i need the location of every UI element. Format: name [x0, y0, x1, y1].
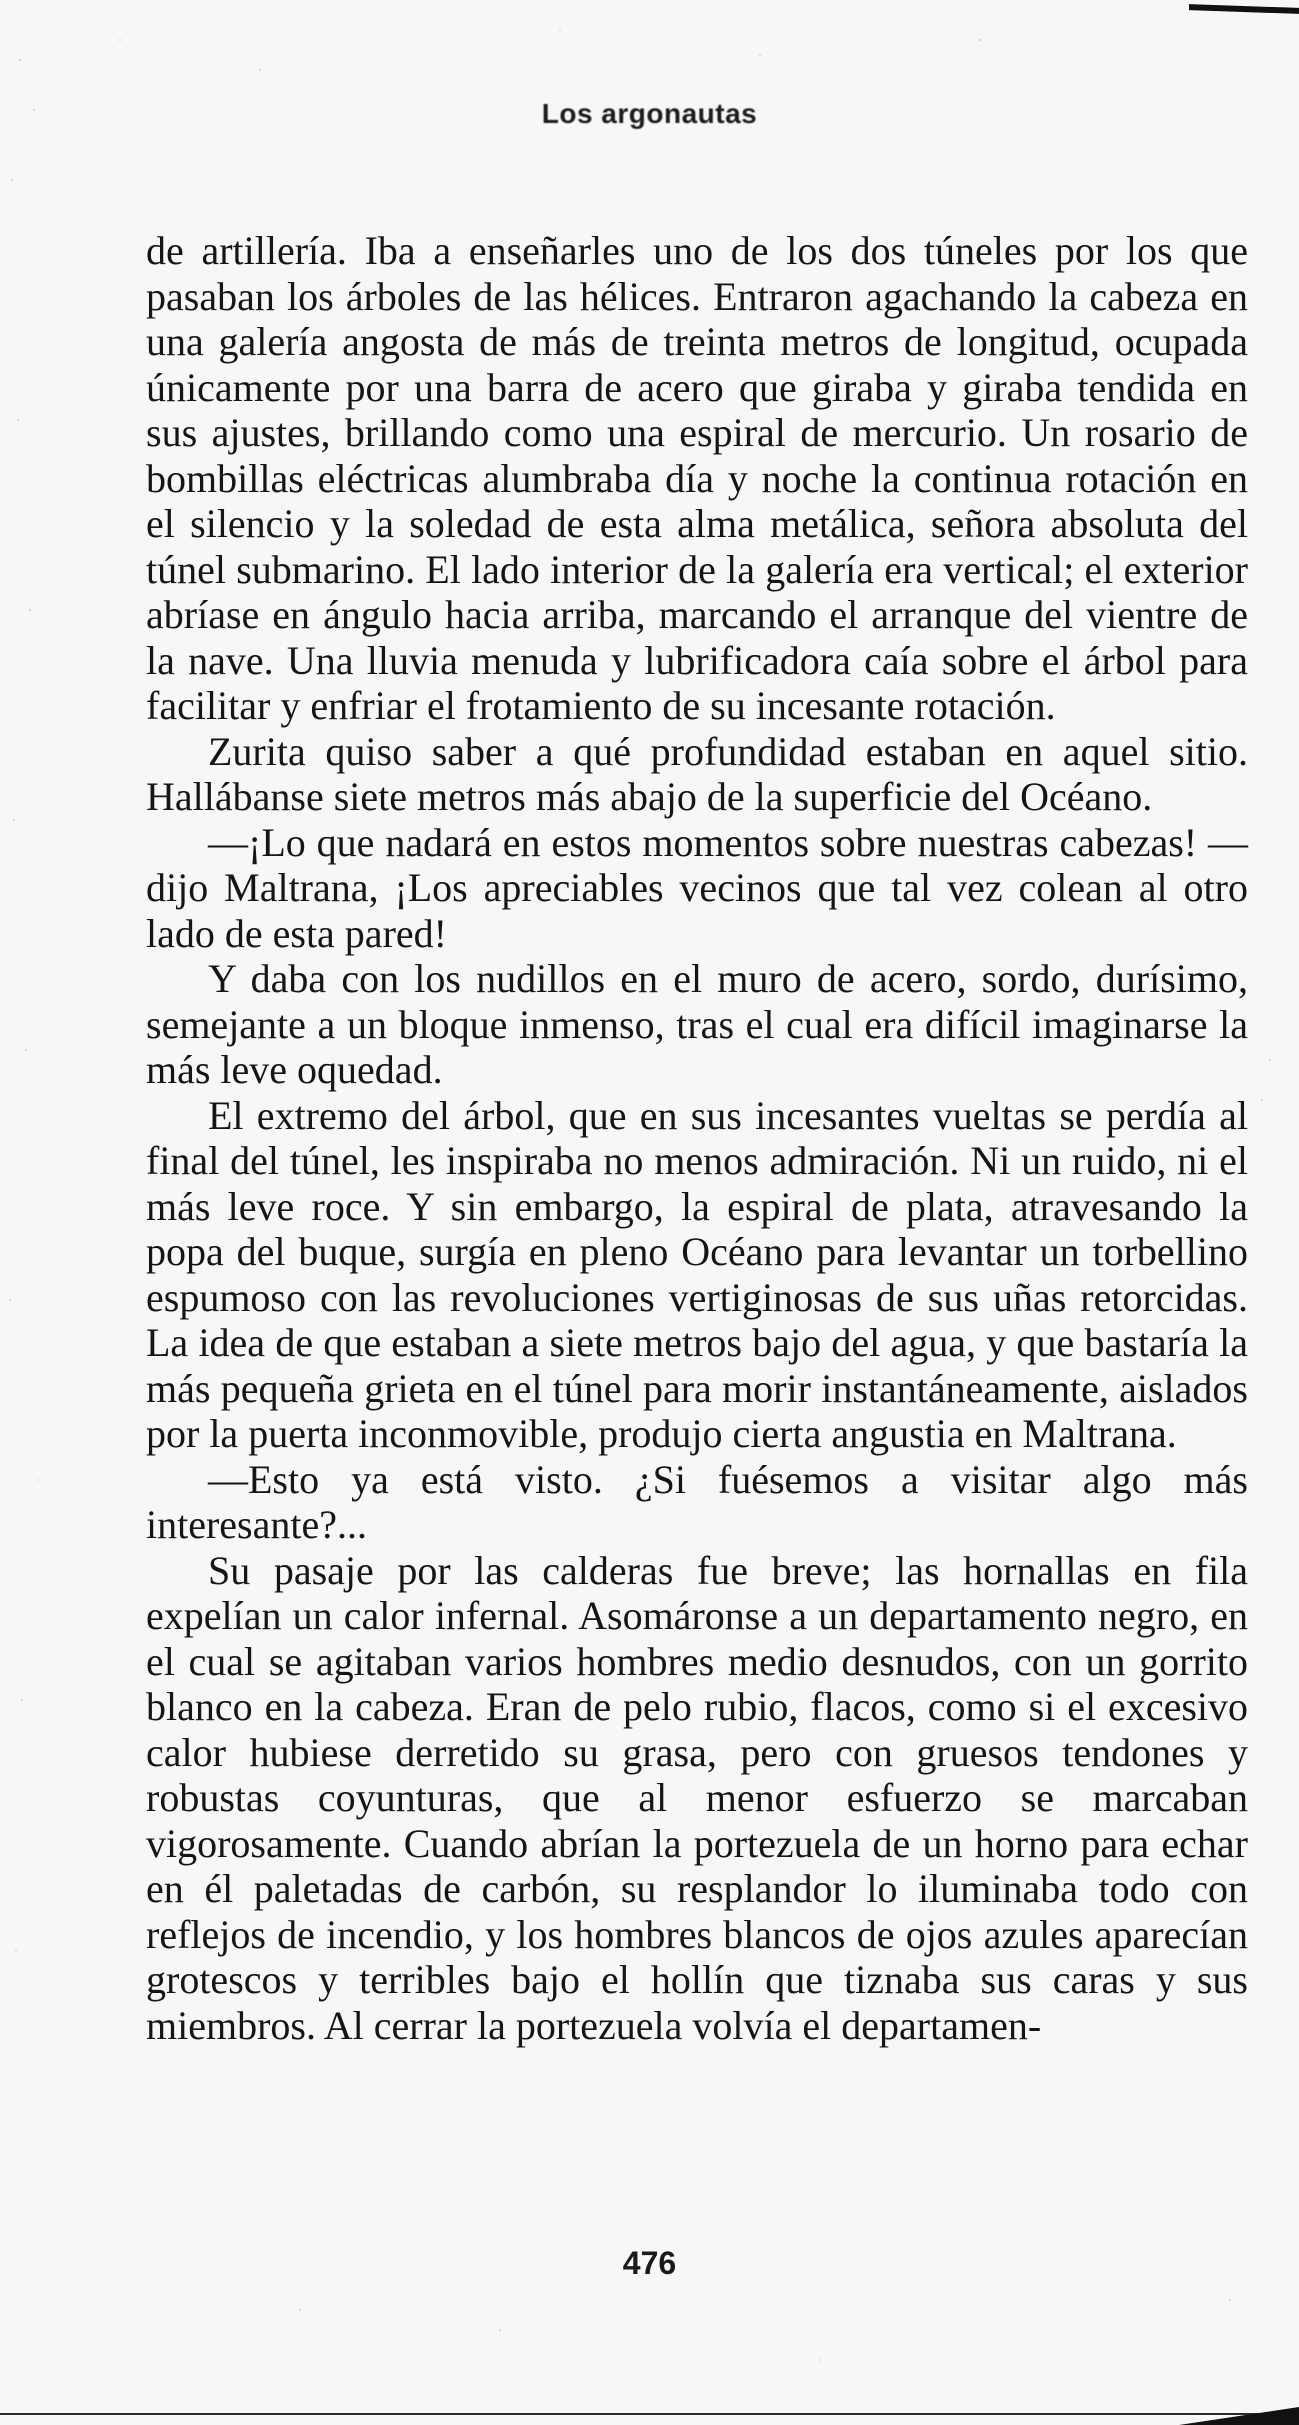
paragraph: —Esto ya está visto. ¿Si fuésemos a visitar algo más interesante?...	[146, 1456, 1248, 1547]
paragraph: —¡Lo que nadará en estos momentos sobre nuestras cabezas! —dijo Maltrana, ¡Los apreciables vecinos que tal vez colean al otro lado de esta pared!	[146, 819, 1248, 956]
page-bottom-rule	[0, 2413, 1299, 2415]
running-head-title: Los argonautas	[541, 98, 758, 129]
page-edge-mark-bottom	[1179, 2407, 1299, 2425]
paragraph: de artillería. Iba a enseñarles uno de los dos túneles por los que pasaban los árboles de las hélices. Entraron agachando la cabeza en una galería angosta de más de treinta metros de longitud, ocupada únicamente por una barra de acero que giraba y giraba tendida en sus ajustes, brillando como una espiral de mercurio. Un rosario de bombillas eléctricas alumbraba día y noche la continua rotación en el silencio y la soledad de esta alma metálica, señora absoluta del túnel submarino. El lado interior de la galería era vertical; el exterior abríase en ángulo hacia arriba, marcando el arranque del vientre de la nave. Una lluvia menuda y lubrificadora caía sobre el árbol para facilitar y enfriar el frotamiento de su incesante rotación.	[146, 228, 1248, 728]
body-text	[146, 228, 1248, 2048]
paragraph: Zurita quiso saber a qué profundidad estaban en aquel sitio. Hallábanse siete metros más abajo de la superficie del Océano.	[146, 728, 1248, 819]
running-head	[0, 98, 1299, 130]
paragraph: Su pasaje por las calderas fue breve; las hornallas en fila expelían un calor infernal. Asomáronse a un departamento negro, en el cual se agitaban varios hombres medio desnudos, con un gorrito blanco en la cabeza. Eran de pelo rubio, flacos, como si el excesivo calor hubiese derretido su grasa, pero con gruesos tendones y robustas coyunturas, que al menor esfuerzo se marcaban vigorosamente. Cuando abrían la portezuela de un horno para echar en él paletadas de carbón, su resplandor lo iluminaba todo con reflejos de incendio, y los hombres blancos de ojos azules aparecían grotescos y terribles bajo el hollín que tiznaba sus caras y sus miembros. Al cerrar la portezuela volvía el departamen-	[146, 1547, 1248, 2048]
paragraph: Y daba con los nudillos en el muro de acero, sordo, durísimo, semejante a un bloque inmenso, tras el cual era difícil imaginarse la más leve oquedad.	[146, 956, 1248, 1092]
page-edge-mark-top	[1189, 4, 1299, 14]
page-number: 476	[622, 2245, 677, 2281]
paragraph: El extremo del árbol, que en sus incesantes vueltas se perdía al final del túnel, les inspiraba no menos admiración. Ni un ruido, ni el más leve roce. Y sin embargo, la espiral de plata, atravesando la popa del buque, surgía en pleno Océano para levantar un torbellino espumoso con las revoluciones vertiginosas de sus uñas retorcidas. La idea de que estaban a siete metros bajo del agua, y que bastaría la más pequeña grieta en el túnel para morir instantáneamente, aislados por la puerta inconmovible, produjo cierta angustia en Maltrana.	[146, 1092, 1248, 1456]
